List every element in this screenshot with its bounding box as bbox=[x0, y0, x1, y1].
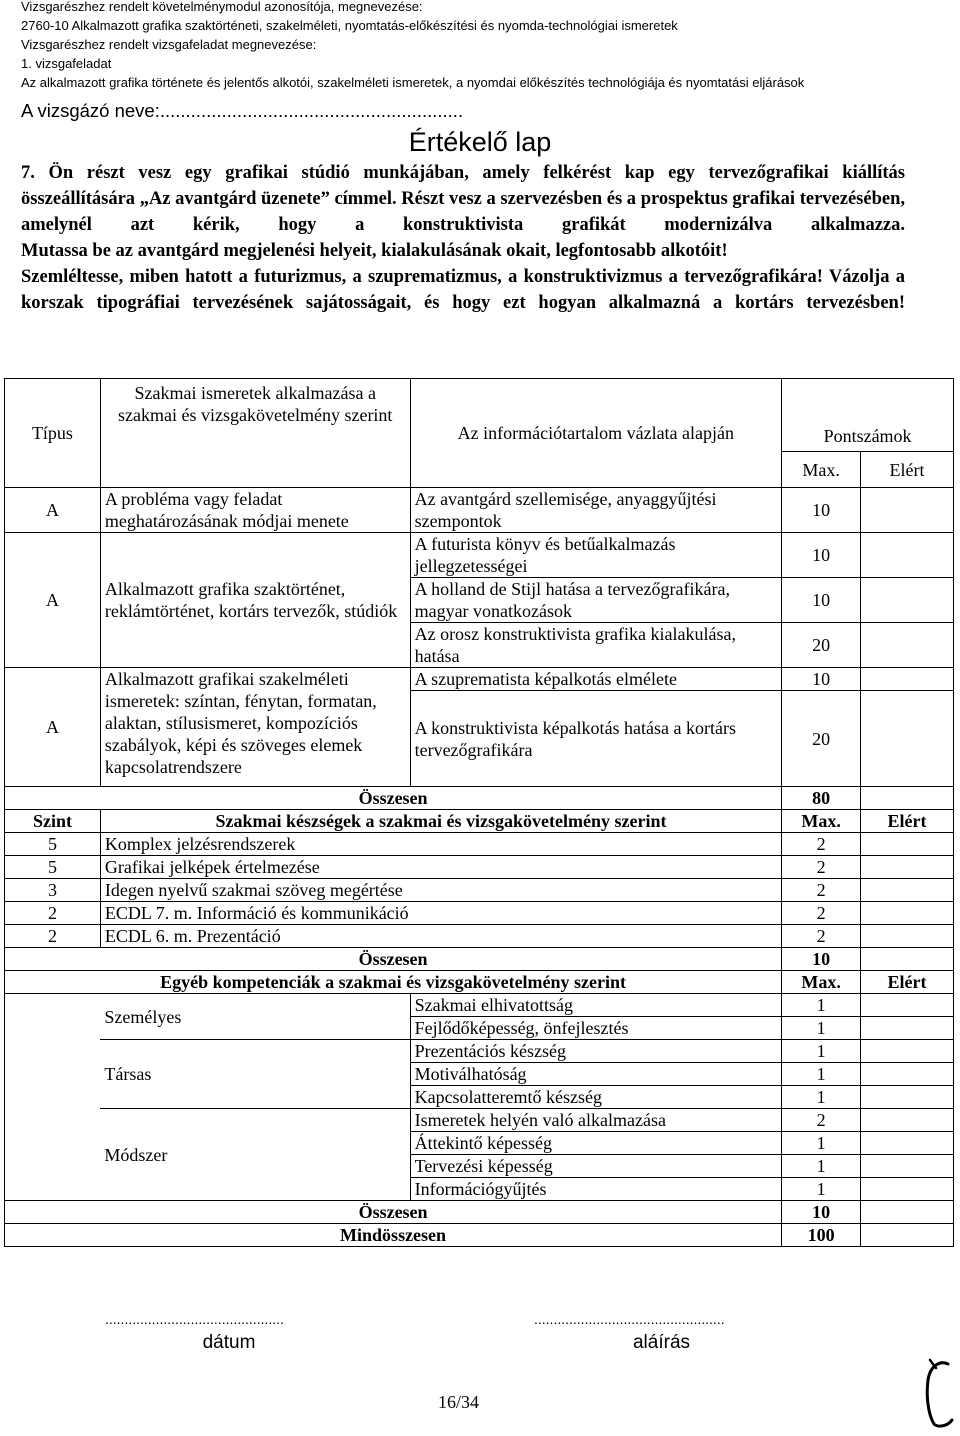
grand-total-value: 100 bbox=[782, 1224, 861, 1247]
handwritten-mark bbox=[918, 1358, 958, 1430]
col-header-max: Max. bbox=[782, 971, 861, 994]
task-paragraph-2: Mutassa be az avantgárd megjelenési helyeit, kialakulásának okait, legfontosabb alkotóit! bbox=[21, 241, 728, 261]
competence-name: Áttekintő képesség bbox=[410, 1132, 782, 1155]
competence-group: Személyes bbox=[100, 994, 410, 1040]
header-task-name: Az alkalmazott grafika története és jelentős alkotói, szakelméleti ismeretek, a nyomdai előkészítés technológiája és nyomtatási eljárások bbox=[21, 75, 805, 90]
competence-name: Tervezési képesség bbox=[410, 1155, 782, 1178]
competence-name: Szakmai elhivatottság bbox=[410, 994, 782, 1017]
skill-level: 2 bbox=[5, 925, 101, 948]
competence-name: Ismeretek helyén való alkalmazása bbox=[410, 1109, 782, 1132]
skill-max: 2 bbox=[782, 833, 861, 856]
competence-name: Motiválhatóság bbox=[410, 1063, 782, 1086]
sum-got[interactable] bbox=[861, 787, 954, 810]
skill-level: 5 bbox=[5, 833, 101, 856]
sum-got[interactable] bbox=[861, 1201, 954, 1224]
competence-max: 1 bbox=[782, 1178, 861, 1201]
header-task-label: Vizsgarészhez rendelt vizsgafeladat megnevezése: bbox=[21, 37, 317, 52]
sum-label: Összesen bbox=[5, 787, 782, 810]
row-info: A konstruktivista képalkotás hatása a kortárs tervezőgrafikára bbox=[410, 691, 782, 787]
col-header-type: Típus bbox=[5, 379, 101, 488]
row-skill: Alkalmazott grafikai szakelméleti ismeretek: színtan, fénytan, formatan, alaktan, stílusismeret, kompozíciós szabályok, képi és szöveges elemek kapcsolatrendszere bbox=[100, 668, 410, 787]
competence-got[interactable] bbox=[861, 1178, 954, 1201]
row-type: A bbox=[5, 668, 101, 787]
section-competences-title: Egyéb kompetenciák a szakmai és vizsgakövetelmény szerint bbox=[5, 971, 782, 994]
skill-level: 2 bbox=[5, 902, 101, 925]
page-number: 16/34 bbox=[438, 1392, 480, 1412]
date-label: dátum bbox=[202, 1332, 256, 1353]
col-header-got: Elért bbox=[861, 452, 954, 488]
date-line: .............................................. bbox=[105, 1311, 284, 1327]
competence-got[interactable] bbox=[861, 1017, 954, 1040]
competence-name: Prezentációs készség bbox=[410, 1040, 782, 1063]
skill-level: 3 bbox=[5, 879, 101, 902]
header-module-name: 2760-10 Alkalmazott grafika szaktörténeti, szakelméleti, nyomtatás-előkészítési és nyomda-technológiai ismeretek bbox=[21, 18, 678, 33]
skill-max: 2 bbox=[782, 902, 861, 925]
task-paragraph-1: 7. Ön részt vesz egy grafikai stúdió munkájában, amely felkérést kap egy tervezőgrafikai kiállítás összeállítására „Az avantgárd üzenete” címmel. Részt vesz a szervezésben és a prospektus grafikai tervezésében, amelynél azt kérik, hogy a konstruktivista grafikát modernizálva alkalmazza. bbox=[21, 163, 905, 235]
competence-got[interactable] bbox=[861, 1040, 954, 1063]
task-description bbox=[21, 160, 905, 316]
col-header-got: Elért bbox=[861, 810, 954, 833]
competence-name: Kapcsolatteremtő készség bbox=[410, 1086, 782, 1109]
header-task-number: 1. vizsgafeladat bbox=[21, 56, 112, 71]
competence-max: 2 bbox=[782, 1109, 861, 1132]
grand-total-got[interactable] bbox=[861, 1224, 954, 1247]
row-got[interactable] bbox=[861, 668, 954, 691]
sum-value: 10 bbox=[782, 948, 861, 971]
sum-label: Összesen bbox=[5, 948, 782, 971]
skill-got[interactable] bbox=[861, 902, 954, 925]
competence-max: 1 bbox=[782, 994, 861, 1017]
row-max: 20 bbox=[782, 691, 861, 787]
col-header-max: Max. bbox=[782, 452, 861, 488]
competence-got[interactable] bbox=[861, 1063, 954, 1086]
page-title: Értékelő lap bbox=[408, 127, 552, 157]
row-max: 20 bbox=[782, 623, 861, 668]
sum-got[interactable] bbox=[861, 948, 954, 971]
col-header-max: Max. bbox=[782, 810, 861, 833]
col-header-level: Szint bbox=[5, 810, 101, 833]
row-max: 10 bbox=[782, 533, 861, 578]
competence-max: 1 bbox=[782, 1017, 861, 1040]
competence-got[interactable] bbox=[861, 994, 954, 1017]
skill-name: ECDL 7. m. Információ és kommunikáció bbox=[100, 902, 781, 925]
sum-value: 80 bbox=[782, 787, 861, 810]
evaluation-table bbox=[4, 378, 954, 1247]
row-info: A szuprematista képalkotás elmélete bbox=[410, 668, 782, 691]
row-got[interactable] bbox=[861, 623, 954, 668]
competence-group: Módszer bbox=[100, 1109, 410, 1201]
skill-name: Grafikai jelképek értelmezése bbox=[100, 856, 781, 879]
skill-name: Idegen nyelvű szakmai szöveg megértése bbox=[100, 879, 781, 902]
signature-label: aláírás bbox=[632, 1332, 691, 1353]
grand-total-label: Mindösszesen bbox=[5, 1224, 782, 1247]
skill-max: 2 bbox=[782, 856, 861, 879]
row-got[interactable] bbox=[861, 691, 954, 787]
row-info: Az avantgárd szellemisége, anyaggyűjtési szempontok bbox=[410, 488, 782, 533]
row-got[interactable] bbox=[861, 578, 954, 623]
col-header-skill: Szakmai ismeretek alkalmazása a szakmai és vizsgakövetelmény szerint bbox=[100, 379, 410, 488]
sum-value: 10 bbox=[782, 1201, 861, 1224]
competence-name: Fejlődőképesség, önfejlesztés bbox=[410, 1017, 782, 1040]
col-header-info: Az információtartalom vázlata alapján bbox=[410, 379, 782, 488]
competence-got[interactable] bbox=[861, 1109, 954, 1132]
competence-group: Társas bbox=[100, 1040, 410, 1109]
competence-got[interactable] bbox=[861, 1155, 954, 1178]
row-max: 10 bbox=[782, 578, 861, 623]
skill-got[interactable] bbox=[861, 925, 954, 948]
skill-got[interactable] bbox=[861, 833, 954, 856]
skill-got[interactable] bbox=[861, 856, 954, 879]
row-got[interactable] bbox=[861, 488, 954, 533]
competence-max: 1 bbox=[782, 1132, 861, 1155]
competence-max: 1 bbox=[782, 1086, 861, 1109]
skill-level: 5 bbox=[5, 856, 101, 879]
row-skill: Alkalmazott grafika szaktörténet, reklámtörténet, kortárs tervezők, stúdiók bbox=[100, 533, 410, 668]
skill-got[interactable] bbox=[861, 879, 954, 902]
competence-max: 1 bbox=[782, 1040, 861, 1063]
candidate-name-field: A vizsgázó neve:........................................................... bbox=[21, 100, 464, 121]
competence-name: Információgyűjtés bbox=[410, 1178, 782, 1201]
competence-got[interactable] bbox=[861, 1086, 954, 1109]
skill-max: 2 bbox=[782, 925, 861, 948]
row-type: A bbox=[5, 533, 101, 668]
row-max: 10 bbox=[782, 668, 861, 691]
task-paragraph-3: Szemléltesse, miben hatott a futurizmus, a szuprematizmus, a konstruktivizmus a tervezőgrafikára! Vázolja a korszak tipográfiai tervezésének sajátosságait, és hogy ezt hogyan alkalmazná a kortárs tervezésben! bbox=[21, 267, 905, 313]
row-max: 10 bbox=[782, 488, 861, 533]
row-info: A futurista könyv és betűalkalmazás jellegzetességei bbox=[410, 533, 782, 578]
signature-line: ................................................. bbox=[534, 1311, 725, 1327]
col-header-points: Pontszámok bbox=[782, 379, 954, 452]
competence-max: 1 bbox=[782, 1155, 861, 1178]
header-module-label: Vizsgarészhez rendelt követelménymodul azonosítója, megnevezése: bbox=[21, 0, 423, 14]
row-type: A bbox=[5, 488, 101, 533]
competence-max: 1 bbox=[782, 1063, 861, 1086]
skill-name: Komplex jelzésrendszerek bbox=[100, 833, 781, 856]
section-skills-title: Szakmai készségek a szakmai és vizsgakövetelmény szerint bbox=[100, 810, 781, 833]
sum-label: Összesen bbox=[5, 1201, 782, 1224]
col-header-got: Elért bbox=[861, 971, 954, 994]
row-got[interactable] bbox=[861, 533, 954, 578]
row-info: A holland de Stijl hatása a tervezőgrafikára, magyar vonatkozások bbox=[410, 578, 782, 623]
row-info: Az orosz konstruktivista grafika kialakulása, hatása bbox=[410, 623, 782, 668]
skill-name: ECDL 6. m. Prezentáció bbox=[100, 925, 781, 948]
row-skill: A probléma vagy feladat meghatározásának módjai menete bbox=[100, 488, 410, 533]
competence-got[interactable] bbox=[861, 1132, 954, 1155]
skill-max: 2 bbox=[782, 879, 861, 902]
